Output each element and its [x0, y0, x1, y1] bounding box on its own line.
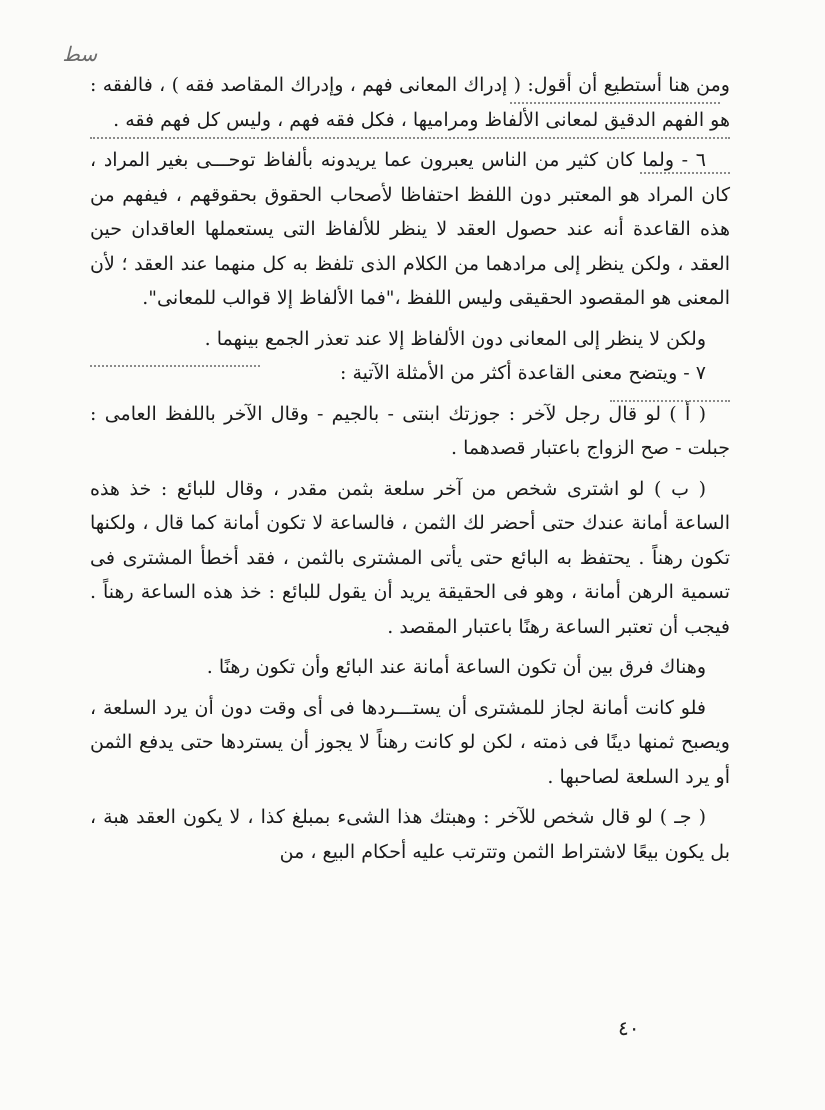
paragraph-6: ٦ - ولما كان كثير من الناس يعبرون عما يريدونه بألفاظ توحـــى بغير المراد ، كان المراد هو المعتبر دون اللفظ احتفاظا لأصحاب الحقوق بحقوقهم ، فيفهم من هذه القاعدة أنه عند حصول العقد لا ينظر للألفاظ التى يستعملها العاقدان حين العقد ، ولكن ينظر إلى مرادهما من الكلام الذى تلفظ به كل منهما عند العقد ؛ لأن المعنى هو المقصود الحقيقى وليس اللفظ ،"فما الألفاظ إلا قوالب للمعانى". — [90, 149, 730, 309]
underline-mark — [90, 365, 260, 367]
body-text — [90, 68, 730, 869]
paragraph-difference: وهناك فرق بين أن تكون الساعة أمانة عند البائع وأن تكون رهنًا . — [206, 656, 706, 678]
underline-mark — [90, 137, 730, 139]
underline-mark — [640, 172, 730, 174]
paragraph-exception: ولكن لا ينظر إلى المعانى دون الألفاظ إلا عند تعذر الجمع بينهما . — [204, 327, 706, 350]
page-number: ٤٠ — [618, 1016, 640, 1040]
underline-mark — [510, 102, 720, 104]
underline-mark — [610, 400, 730, 402]
example-a: ( أ ) لو قال رجل لآخر : جوزتك ابنتى - بالجيم - وقال الآخر باللفظ العامى : جبلت - صح الزواج باعتبار قصدهما . — [90, 402, 730, 459]
paragraph-7: ٧ - ويتضح معنى القاعدة أكثر من الأمثلة الآتية : — [340, 362, 706, 384]
handwritten-margin-note: ﺳﻄ — [64, 42, 98, 66]
example-c: ( جـ ) لو قال شخص للآخر : وهبتك هذا الشىء بمبلغ كذا ، لا يكون العقد هبة ، بل يكون بيعًا لاشتراط الثمن وتترتب عليه أحكام البيع ، من — [90, 806, 730, 863]
paragraph-definition: ومن هنا أستطيع أن أقول: ( إدراك المعانى فهم ، وإدراك المقاصد فقه ) ، فالفقه : هو الفهم الدقيق لمعانى الألفاظ ومراميها ، فكل فقه فهم ، وليس كل فهم فقه . — [90, 74, 730, 131]
paragraph-amanah: فلو كانت أمانة لجاز للمشترى أن يستـــردها فى أى وقت دون أن يرد السلعة ، ويصبح ثمنها دينًا فى ذمته ، لكن لو كانت رهناً لا يجوز أن يستردها حتى يدفع الثمن أو يرد السلعة لصاحبها . — [90, 696, 730, 788]
example-b: ( ب ) لو اشترى شخص من آخر سلعة بثمن مقدر ، وقال للبائع : خذ هذه الساعة أمانة عندك حتى أحضر لك الثمن ، فالساعة لا تكون أمانة كما قال ، ولكنها تكون رهناً . يحتفظ به البائع حتى يأتى المشترى بالثمن ، فقد أخطأ المشترى فى تسمية الرهن أمانة ، وهو فى الحقيقة يريد أن يقول للبائع : خذ هذه الساعة رهناً . فيجب أن تعتبر الساعة رهنًا باعتبار المقصد . — [90, 477, 730, 638]
